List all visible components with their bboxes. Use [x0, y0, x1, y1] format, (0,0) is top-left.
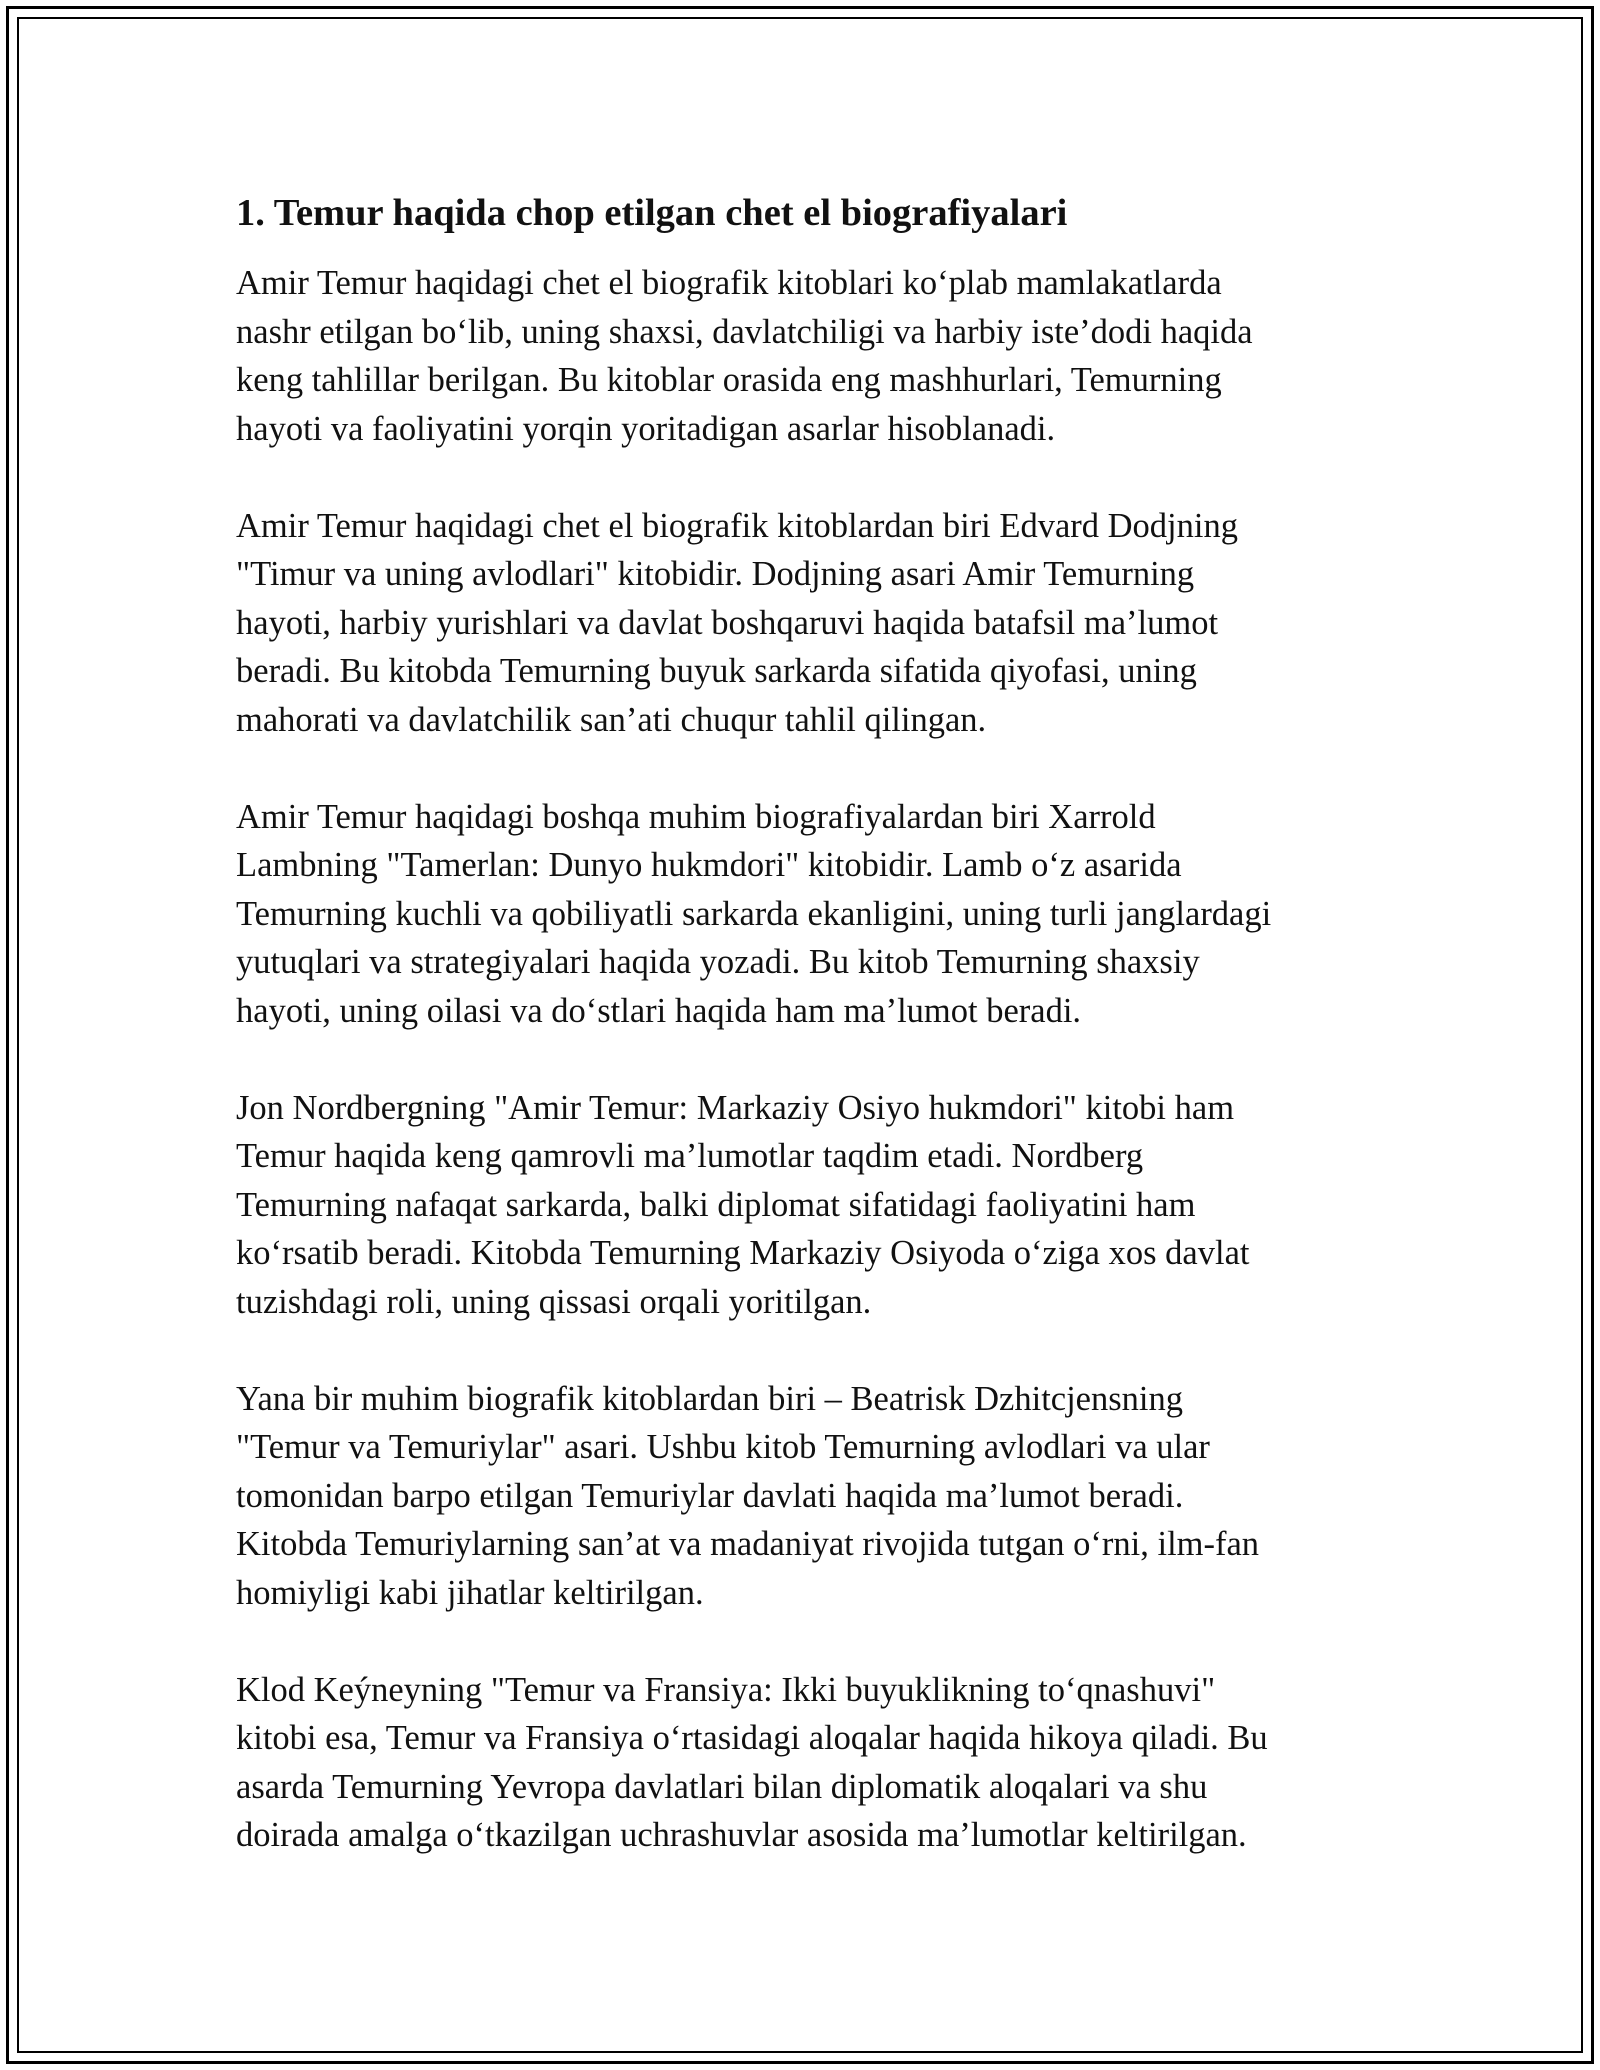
- paragraph: [236, 1375, 1364, 1618]
- text-line: Temur haqida keng qamrovli ma’lumotlar taqdim etadi. Nordberg: [236, 1137, 1144, 1175]
- text-line: asarda Temurning Yevropa davlatlari bilan diplomatik aloqalari va shu: [236, 1767, 1208, 1806]
- paragraph: [236, 502, 1364, 745]
- text-line: Klod Keýneyning "Temur va Fransiya: Ikki buyuklikning to‘qnashuvi": [236, 1670, 1216, 1709]
- text-line: "Timur va uning avlodlari" kitobidir. Dodjning asari Amir Temurning: [236, 555, 1195, 593]
- text-line: nashr etilgan bo‘lib, uning shaxsi, davlatchiligi va harbiy iste’dodi haqida: [236, 312, 1253, 351]
- text-line: doirada amalga o‘tkazilgan uchrashuvlar asosida ma’lumotlar keltirilgan.: [236, 1816, 1247, 1854]
- text-line: keng tahlillar berilgan. Bu kitoblar orasida eng mashhurlari, Temurning: [236, 361, 1222, 399]
- text-line: tomonidan barpo etilgan Temuriylar davlati haqida ma’lumot beradi.: [236, 1476, 1184, 1515]
- text-line: Amir Temur haqidagi boshqa muhim biografiyalardan biri Xarrold: [236, 797, 1156, 836]
- text-line: mahorati va davlatchilik san’ati chuqur tahlil qilingan.: [236, 700, 987, 739]
- paragraph: [236, 793, 1364, 1036]
- text-line: Temurning nafaqat sarkarda, balki diplomat sifatidagi faoliyatini ham: [236, 1185, 1196, 1224]
- paragraph: [236, 259, 1364, 453]
- text-line: ko‘rsatib beradi. Kitobda Temurning Markaziy Osiyoda o‘ziga xos davlat: [236, 1234, 1250, 1272]
- text-line: Temurning kuchli va qobiliyatli sarkarda ekanligini, uning turli janglardagi: [236, 894, 1272, 933]
- text-line: Lambning "Tamerlan: Dunyo hukmdori" kitobidir. Lamb o‘z asarida: [236, 846, 1182, 884]
- text-line: kitobi esa, Temur va Fransiya o‘rtasidagi aloqalar haqida hikoya qiladi. Bu: [236, 1719, 1268, 1757]
- text-line: yutuqlari va strategiyalari haqida yozadi. Bu kitob Temurning shaxsiy: [236, 943, 1200, 981]
- section-heading: 1. Temur haqida chop etilgan chet el biografiyalari: [236, 192, 1068, 234]
- text-line: Amir Temur haqidagi chet el biografik kitoblari ko‘plab mamlakatlarda: [236, 264, 1222, 302]
- text-line: "Temur va Temuriylar" asari. Ushbu kitob Temurning avlodlari va ular: [236, 1428, 1210, 1466]
- text-line: Yana bir muhim biografik kitoblardan biri – Beatrisk Dzhitcjensning: [236, 1379, 1183, 1418]
- document-body: [236, 187, 1364, 1908]
- text-line: hayoti, harbiy yurishlari va davlat boshqaruvi haqida batafsil ma’lumot: [236, 603, 1219, 642]
- text-line: homiyligi kabi jihatlar keltirilgan.: [236, 1573, 704, 1612]
- text-line: hayoti va faoliyatini yorqin yoritadigan asarlar hisoblanadi.: [236, 409, 1056, 448]
- text-line: Kitobda Temuriylarning san’at va madaniyat rivojida tutgan o‘rni, ilm-fan: [236, 1525, 1260, 1563]
- text-line: beradi. Bu kitobda Temurning buyuk sarkarda sifatida qiyofasi, uning: [236, 652, 1197, 690]
- paragraph: [236, 1084, 1364, 1327]
- text-line: Jon Nordbergning "Amir Temur: Markaziy Osiyo hukmdori" kitobi ham: [236, 1088, 1235, 1127]
- paragraph: [236, 1666, 1364, 1860]
- text-line: Amir Temur haqidagi chet el biografik kitoblardan biri Edvard Dodjning: [236, 506, 1238, 545]
- text-line: tuzishdagi roli, uning qissasi orqali yoritilgan.: [236, 1282, 872, 1321]
- text-line: hayoti, uning oilasi va do‘stlari haqida ham ma’lumot beradi.: [236, 991, 1082, 1030]
